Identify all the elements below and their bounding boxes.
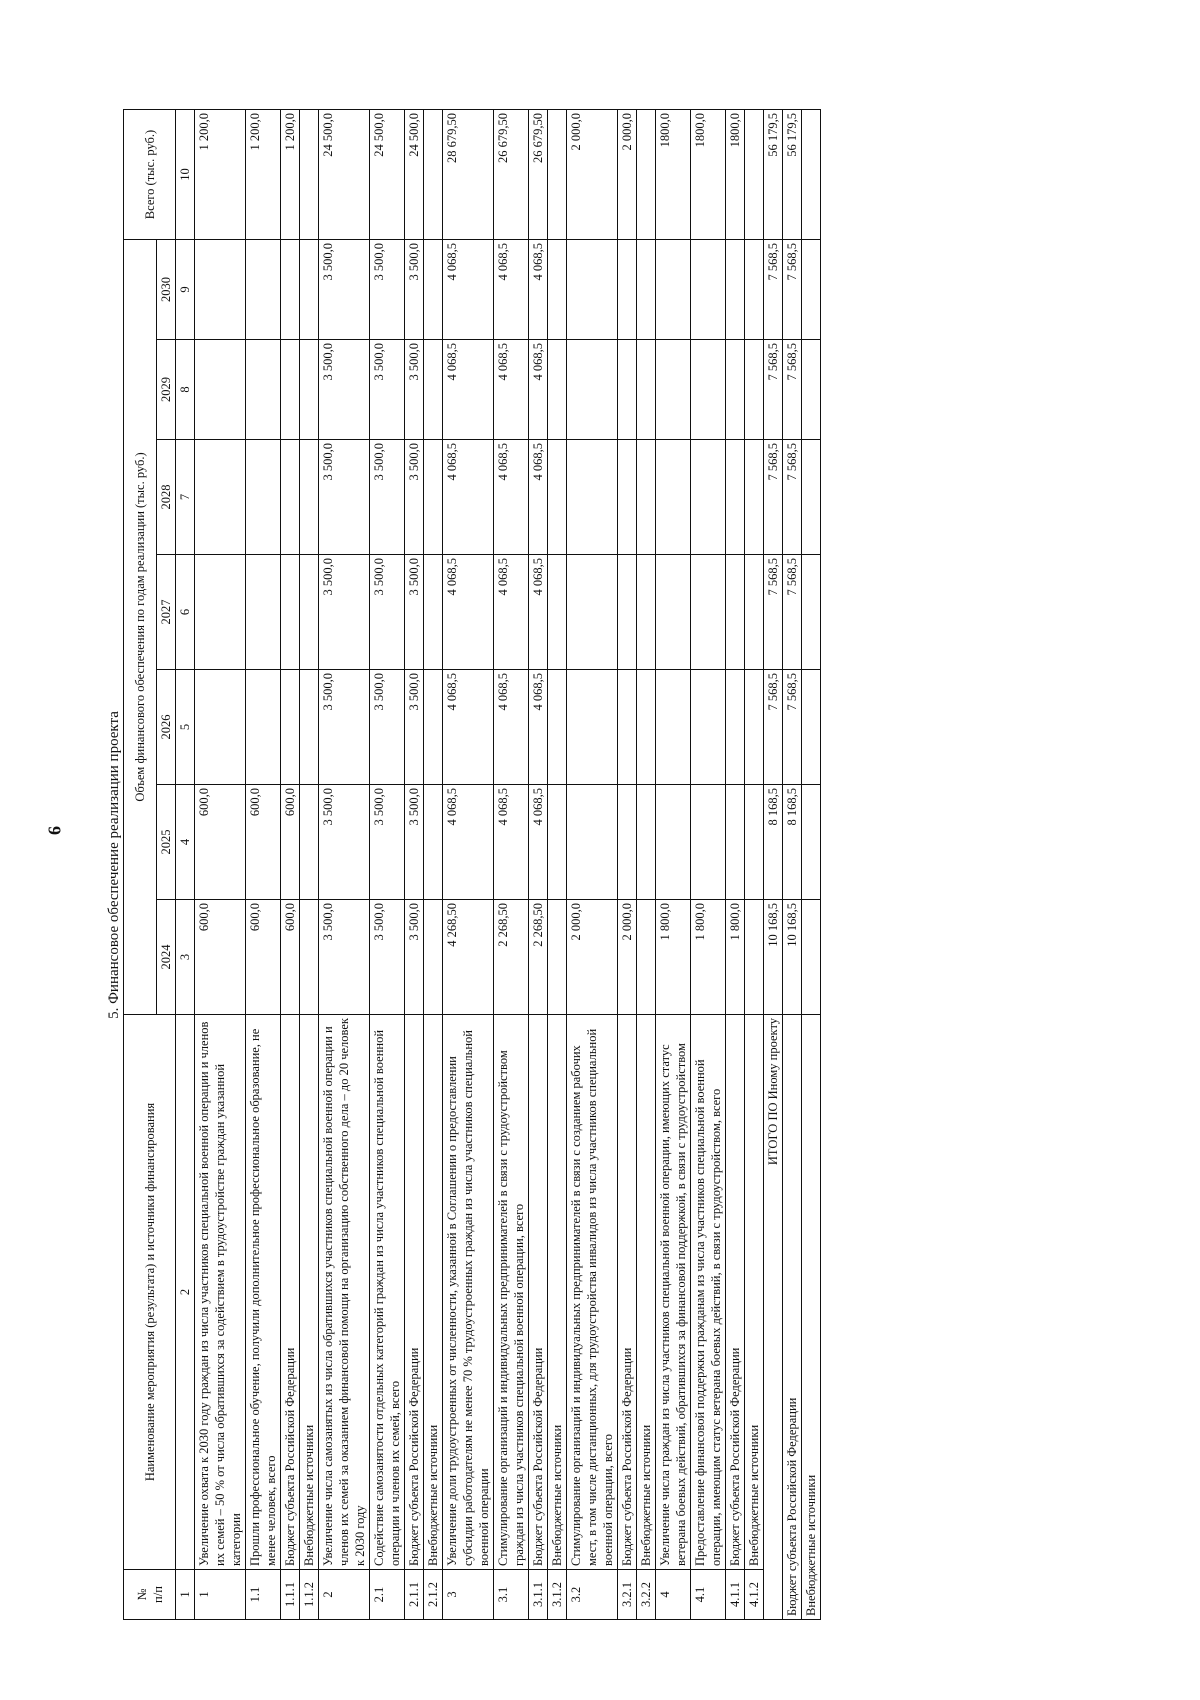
row-value (567, 440, 618, 555)
row-value: 600,0 (246, 900, 281, 1015)
row-value (745, 240, 764, 340)
row-value: 4 068,5 (443, 440, 494, 555)
row-value (637, 440, 656, 555)
section-title: 5. Финансовое обеспечение реализации проекта (106, 711, 122, 1019)
totals-value: 7 568,5 (764, 240, 783, 340)
row-name: Внебюджетные источники (745, 1015, 764, 1570)
row-value (300, 340, 319, 440)
header-colnums-row (176, 110, 195, 1620)
row-value: 4 068,5 (529, 670, 548, 785)
row-name: Содействие самозанятости отдельных категорий граждан из числа участников специальной военной операции и членов их семей, всего (370, 1015, 405, 1570)
row-value (424, 240, 443, 340)
table-row (281, 110, 300, 1620)
row-value (246, 670, 281, 785)
row-value: 2 000,0 (567, 900, 618, 1015)
row-value (281, 670, 300, 785)
table-row (548, 110, 567, 1620)
row-number: 2.1.1 (405, 1570, 424, 1620)
row-value (637, 670, 656, 785)
header-year: 2024 (157, 900, 176, 1015)
header-year: 2029 (157, 340, 176, 440)
row-value (548, 240, 567, 340)
totals-value: 10 168,5 (764, 900, 783, 1015)
row-value: 4 068,5 (443, 340, 494, 440)
row-value: 2 000,0 (618, 900, 637, 1015)
row-value: 4 068,5 (529, 340, 548, 440)
row-value: 4 068,5 (529, 785, 548, 900)
row-number: 3.2.1 (618, 1570, 637, 1620)
column-number: 2 (176, 1015, 195, 1570)
totals-name: ИТОГО ПО Иному проекту (764, 1015, 783, 1620)
row-value (726, 340, 745, 440)
row-name: Бюджет субъекта Российской Федерации (618, 1015, 637, 1570)
row-value: 4 068,5 (494, 240, 529, 340)
totals-row (783, 110, 802, 1620)
row-name: Бюджет субъекта Российской Федерации (405, 1015, 424, 1570)
row-value (618, 340, 637, 440)
row-number: 3.1.1 (529, 1570, 548, 1620)
totals-value (802, 900, 821, 1015)
row-value: 4 068,5 (494, 340, 529, 440)
row-value: 2 268,50 (529, 900, 548, 1015)
row-number: 4.1 (691, 1570, 726, 1620)
row-name: Увеличение доли трудоустроенных от численности, указанной в Соглашении о предоставлении субсидии работодателям не менее 70 % трудоустроенных граждан из числа участников специальной военной операции (443, 1015, 494, 1570)
row-total: 26 679,50 (529, 110, 548, 240)
totals-value: 10 168,5 (783, 900, 802, 1015)
row-value: 3 500,0 (319, 555, 370, 670)
row-value (726, 440, 745, 555)
row-value: 4 068,5 (529, 440, 548, 555)
column-number: 1 (176, 1570, 195, 1620)
table-row (195, 110, 246, 1620)
row-value (637, 785, 656, 900)
row-name: Внебюджетные источники (300, 1015, 319, 1570)
header-year: 2025 (157, 785, 176, 900)
totals-value (802, 240, 821, 340)
row-value: 4 068,5 (494, 785, 529, 900)
row-value: 600,0 (195, 900, 246, 1015)
row-name: Прошли профессиональное обучение, получили дополнительное профессиональное образование, не менее человек, всего (246, 1015, 281, 1570)
row-value (618, 785, 637, 900)
row-value (691, 670, 726, 785)
row-value: 3 500,0 (405, 900, 424, 1015)
row-value (246, 440, 281, 555)
row-number: 3.2.2 (637, 1570, 656, 1620)
table-row (370, 110, 405, 1620)
row-value (195, 340, 246, 440)
row-value (246, 555, 281, 670)
row-value (281, 340, 300, 440)
row-value (637, 900, 656, 1015)
table-row (405, 110, 424, 1620)
row-total (424, 110, 443, 240)
column-number: 4 (176, 785, 195, 900)
header-year: 2028 (157, 440, 176, 555)
row-name: Бюджет субъекта Российской Федерации (726, 1015, 745, 1570)
header-year: 2030 (157, 240, 176, 340)
totals-row (802, 110, 821, 1620)
row-value (637, 240, 656, 340)
rotated-page (105, 110, 1105, 1620)
row-number: 4.1.1 (726, 1570, 745, 1620)
totals-value: 7 568,5 (783, 340, 802, 440)
row-value: 4 068,5 (443, 785, 494, 900)
row-value (281, 440, 300, 555)
column-number: 8 (176, 340, 195, 440)
row-value: 4 268,50 (443, 900, 494, 1015)
row-number: 1.1.2 (300, 1570, 319, 1620)
row-number: 3.1 (494, 1570, 529, 1620)
row-value: 3 500,0 (405, 670, 424, 785)
row-value (195, 440, 246, 555)
row-value (300, 670, 319, 785)
row-name: Внебюджетные источники (637, 1015, 656, 1570)
row-number: 3.1.2 (548, 1570, 567, 1620)
row-value (548, 670, 567, 785)
row-name: Стимулирование организаций и индивидуальных предпринимателей в связи с созданием рабочих мест, в том числе дистанционных, для трудоустройства инвалидов из числа участников специальной военной операции, всего (567, 1015, 618, 1570)
row-value (656, 785, 691, 900)
row-number: 1.1.1 (281, 1570, 300, 1620)
row-value (424, 670, 443, 785)
row-value (424, 785, 443, 900)
row-value: 3 500,0 (405, 240, 424, 340)
row-total (637, 110, 656, 240)
row-value: 3 500,0 (370, 340, 405, 440)
column-number: 10 (176, 110, 195, 240)
row-value: 600,0 (281, 785, 300, 900)
table-row (494, 110, 529, 1620)
row-value (548, 555, 567, 670)
header-year: 2026 (157, 670, 176, 785)
row-value: 3 500,0 (405, 340, 424, 440)
header-total: Всего (тыс. руб.) (124, 110, 176, 240)
row-number: 4.1.2 (745, 1570, 764, 1620)
row-value: 4 068,5 (494, 670, 529, 785)
row-value (618, 670, 637, 785)
row-name: Увеличение числа самозанятых из числа обратившихся участников специальной военной операции и членов их семей за оказанием финансовой помощи на организацию собственного дела – до 20 человек к 2030 году (319, 1015, 370, 1570)
row-total: 1800,0 (691, 110, 726, 240)
row-total: 2 000,0 (567, 110, 618, 240)
row-value (618, 440, 637, 555)
row-name: Увеличение числа граждан из числа участников специальной военной операции, имеющих статус ветерана боевых действий, обратившихся за финансовой поддержкой, в связи с трудоустройством (656, 1015, 691, 1570)
row-value (745, 670, 764, 785)
row-value (567, 555, 618, 670)
totals-value (802, 340, 821, 440)
row-value (246, 340, 281, 440)
row-name: Внебюджетные источники (424, 1015, 443, 1570)
row-value: 4 068,5 (494, 555, 529, 670)
totals-value: 7 568,5 (764, 555, 783, 670)
table-row (637, 110, 656, 1620)
table-row (745, 110, 764, 1620)
row-value (281, 240, 300, 340)
page-number: 6 (44, 826, 65, 835)
row-value (567, 340, 618, 440)
table-row (618, 110, 637, 1620)
totals-total: 56 179,5 (764, 110, 783, 240)
row-total: 24 500,0 (370, 110, 405, 240)
row-value (424, 440, 443, 555)
row-total: 2 000,0 (618, 110, 637, 240)
table-row (529, 110, 548, 1620)
row-value: 1 800,0 (656, 900, 691, 1015)
row-number: 2 (319, 1570, 370, 1620)
totals-value: 7 568,5 (764, 670, 783, 785)
row-value (300, 785, 319, 900)
header-year: 2027 (157, 555, 176, 670)
row-value (745, 900, 764, 1015)
table-body (195, 110, 821, 1620)
table-row (691, 110, 726, 1620)
totals-value: 7 568,5 (783, 555, 802, 670)
row-value (300, 900, 319, 1015)
row-number: 1.1 (246, 1570, 281, 1620)
row-value (567, 670, 618, 785)
row-value: 3 500,0 (370, 670, 405, 785)
row-value: 600,0 (246, 785, 281, 900)
row-value (618, 555, 637, 670)
row-value (300, 555, 319, 670)
row-total: 1 200,0 (246, 110, 281, 240)
row-value (637, 555, 656, 670)
row-number: 2.1 (370, 1570, 405, 1620)
table-row (319, 110, 370, 1620)
row-value: 3 500,0 (319, 670, 370, 785)
column-number: 6 (176, 555, 195, 670)
totals-name: Бюджет субъекта Российской Федерации (783, 1015, 802, 1620)
row-total: 1800,0 (656, 110, 691, 240)
row-value (424, 555, 443, 670)
row-value (656, 440, 691, 555)
row-value: 3 500,0 (370, 555, 405, 670)
row-value: 3 500,0 (405, 440, 424, 555)
totals-value (802, 555, 821, 670)
row-value: 4 068,5 (529, 555, 548, 670)
column-number: 9 (176, 240, 195, 340)
row-number: 4 (656, 1570, 691, 1620)
row-value (656, 340, 691, 440)
row-value (745, 340, 764, 440)
row-value (745, 785, 764, 900)
totals-value: 7 568,5 (783, 670, 802, 785)
row-value: 4 068,5 (443, 670, 494, 785)
row-value (300, 440, 319, 555)
row-name: Увеличение охвата к 2030 году граждан из числа участников специальной военной операции и членов их семей – 50 % от числа обратившихся за содействием в трудоустройстве граждан указанной категории (195, 1015, 246, 1570)
row-total: 28 679,50 (443, 110, 494, 240)
row-number: 2.1.2 (424, 1570, 443, 1620)
row-value (548, 785, 567, 900)
row-value: 2 268,50 (494, 900, 529, 1015)
row-number: 3 (443, 1570, 494, 1620)
row-name: Предоставление финансовой поддержки гражданам из числа участников специальной военной операции, имеющим статус ветерана боевых действий, в связи с трудоустройством, всего (691, 1015, 726, 1570)
row-value (726, 670, 745, 785)
row-value: 3 500,0 (405, 555, 424, 670)
row-value: 4 068,5 (443, 555, 494, 670)
financing-table (123, 109, 821, 1620)
row-value (548, 440, 567, 555)
row-value: 3 500,0 (405, 785, 424, 900)
table-row (567, 110, 618, 1620)
row-value: 3 500,0 (319, 785, 370, 900)
row-value (656, 555, 691, 670)
totals-value (802, 670, 821, 785)
row-total: 26 679,50 (494, 110, 529, 240)
row-value (424, 900, 443, 1015)
row-value (726, 785, 745, 900)
row-value (281, 555, 300, 670)
row-value (726, 555, 745, 670)
row-name: Стимулирование организаций и индивидуальных предпринимателей в связи с трудоустройством граждан из числа участников специальной военной операции, всего (494, 1015, 529, 1570)
table-row (300, 110, 319, 1620)
row-value: 1 800,0 (726, 900, 745, 1015)
totals-value: 7 568,5 (764, 440, 783, 555)
column-number: 3 (176, 900, 195, 1015)
row-value (691, 340, 726, 440)
row-value: 3 500,0 (319, 340, 370, 440)
row-value: 600,0 (195, 785, 246, 900)
row-value (548, 900, 567, 1015)
row-value (195, 670, 246, 785)
row-value (567, 240, 618, 340)
totals-value: 7 568,5 (783, 240, 802, 340)
row-value: 3 500,0 (370, 240, 405, 340)
totals-value: 7 568,5 (764, 340, 783, 440)
header-num: № п/п (124, 1570, 176, 1620)
header-group: Объем финансового обеспечения по годам реализации (тыс. руб.) (124, 240, 157, 1015)
totals-value: 7 568,5 (783, 440, 802, 555)
row-name: Внебюджетные источники (548, 1015, 567, 1570)
row-value (656, 670, 691, 785)
row-value (726, 240, 745, 340)
row-total (548, 110, 567, 240)
table-row (656, 110, 691, 1620)
row-value: 600,0 (281, 900, 300, 1015)
totals-value: 8 168,5 (764, 785, 783, 900)
row-value (424, 340, 443, 440)
row-name: Бюджет субъекта Российской Федерации (281, 1015, 300, 1570)
row-value: 1 800,0 (691, 900, 726, 1015)
row-value (195, 240, 246, 340)
header-name: Наименование мероприятия (результата) и источники финансирования (124, 1015, 176, 1570)
row-value (195, 555, 246, 670)
row-value: 3 500,0 (319, 240, 370, 340)
table-row (443, 110, 494, 1620)
row-total: 1800,0 (726, 110, 745, 240)
row-total: 1 200,0 (281, 110, 300, 240)
row-value (618, 240, 637, 340)
row-value: 3 500,0 (319, 440, 370, 555)
column-number: 5 (176, 670, 195, 785)
row-value (691, 440, 726, 555)
row-total (300, 110, 319, 240)
totals-value (802, 785, 821, 900)
row-value (691, 240, 726, 340)
row-value (548, 340, 567, 440)
row-total: 1 200,0 (195, 110, 246, 240)
row-value: 3 500,0 (370, 785, 405, 900)
totals-value: 8 168,5 (783, 785, 802, 900)
totals-total: 56 179,5 (783, 110, 802, 240)
row-value: 4 068,5 (529, 240, 548, 340)
table-row (246, 110, 281, 1620)
row-value (637, 340, 656, 440)
totals-name: Внебюджетные источники (802, 1015, 821, 1620)
row-total: 24 500,0 (319, 110, 370, 240)
row-value (691, 785, 726, 900)
row-value: 3 500,0 (370, 900, 405, 1015)
row-value: 3 500,0 (370, 440, 405, 555)
row-value (656, 240, 691, 340)
row-value: 4 068,5 (494, 440, 529, 555)
row-value: 4 068,5 (443, 240, 494, 340)
table-row (726, 110, 745, 1620)
totals-row (764, 110, 783, 1620)
totals-total (802, 110, 821, 240)
row-total (745, 110, 764, 240)
row-value (246, 240, 281, 340)
row-total: 24 500,0 (405, 110, 424, 240)
table-row (424, 110, 443, 1620)
row-value (567, 785, 618, 900)
row-value (300, 240, 319, 340)
row-value: 3 500,0 (319, 900, 370, 1015)
column-number: 7 (176, 440, 195, 555)
row-number: 3.2 (567, 1570, 618, 1620)
row-number: 1 (195, 1570, 246, 1620)
totals-value (802, 440, 821, 555)
row-value (745, 440, 764, 555)
row-value (745, 555, 764, 670)
row-name: Бюджет субъекта Российской Федерации (529, 1015, 548, 1570)
row-value (691, 555, 726, 670)
